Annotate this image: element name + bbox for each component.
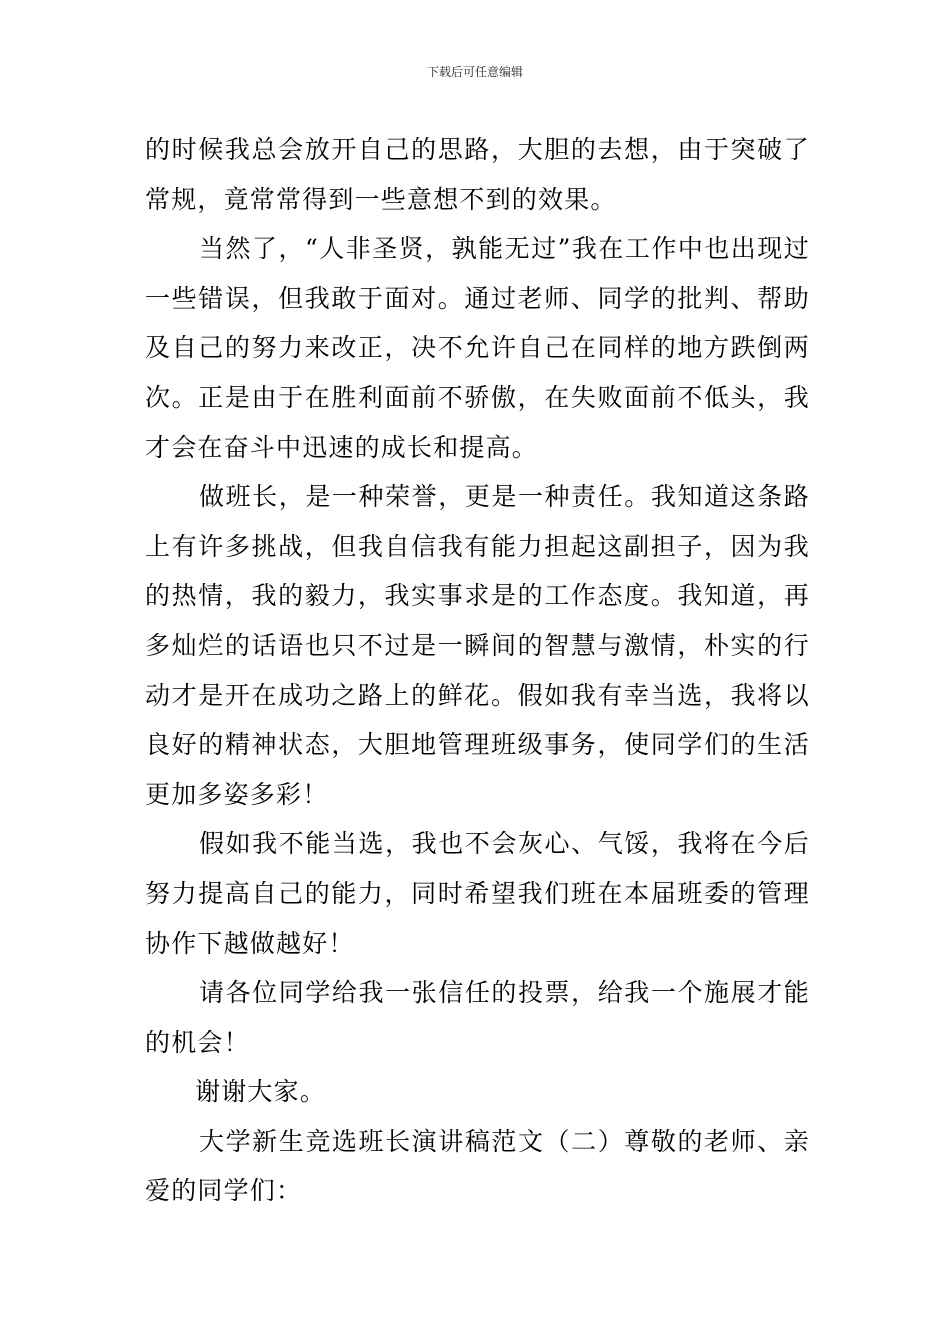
paragraph-continuation: 的时候我总会放开自己的思路，大胆的去想，由于突破了常规，竟常常得到一些意想不到的效果。 [145, 135, 810, 214]
paragraph-thanks: 谢谢大家。 [195, 1077, 327, 1107]
paragraph-vote-request: 请各位同学给我一张信任的投票，给我一个施展才能的机会！ [145, 978, 810, 1057]
paragraph-mistakes: 当然了，“人非圣贤，孰能无过”我在工作中也出现过一些错误，但我敢于面对。通过老师、同学的批判、帮助及自己的努力来改正，决不允许自己在同样的地方跌倒两次。正是由于在胜利面前不骄傲，在失败面前不低头，我才会在奋斗中迅速的成长和提高。 [145, 234, 810, 462]
page-header: 下载后可任意编辑 [426, 65, 523, 79]
paragraph-not-elected: 假如我不能当选，我也不会灰心、气馁，我将在今后努力提高自己的能力，同时希望我们班在本届班委的管理协作下越做越好！ [145, 829, 810, 958]
paragraph-responsibility: 做班长，是一种荣誉，更是一种责任。我知道这条路上有许多挑战，但我自信我有能力担起这副担子，因为我的热情，我的毅力，我实事求是的工作态度。我知道，再多灿烂的话语也只不过是一瞬间的智慧与激情，朴实的行动才是开在成功之路上的鲜花。假如我有幸当选，我将以良好的精神状态，大胆地管理班级事务，使同学们的生活更加多姿多彩！ [145, 482, 810, 809]
paragraph-second-speech-title: 大学新生竞选班长演讲稿范文（二）尊敬的老师、亲爱的同学们： [145, 1126, 810, 1206]
document-body [145, 125, 810, 1216]
